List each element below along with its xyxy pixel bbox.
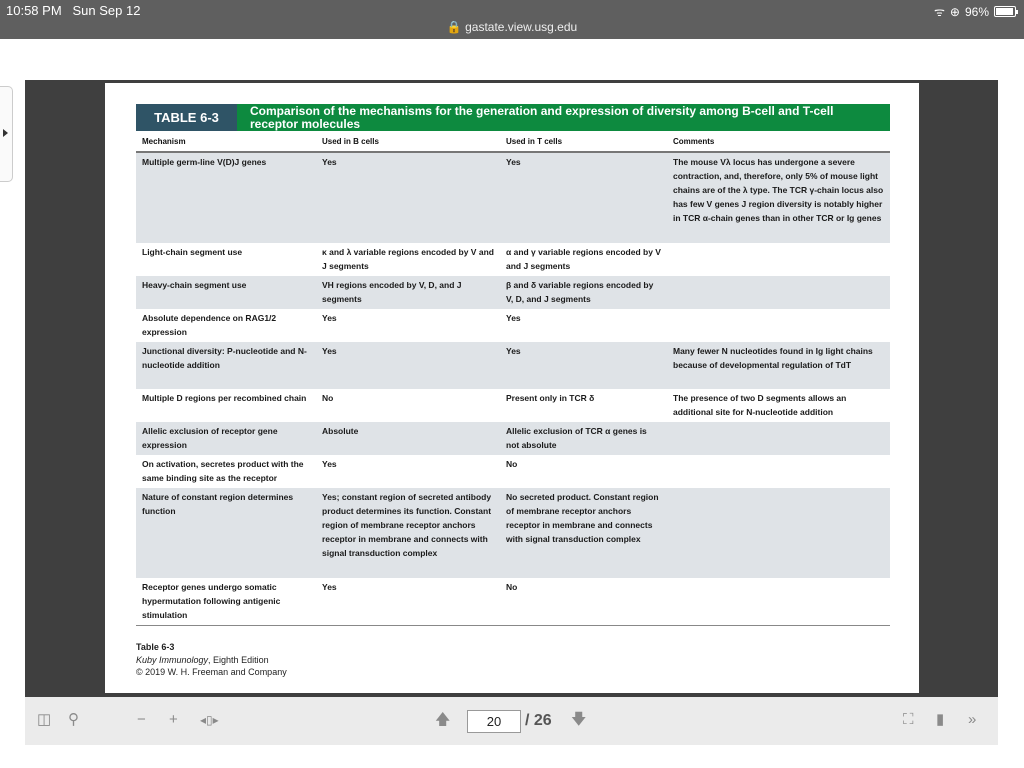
zoom-out-icon[interactable]: − bbox=[137, 711, 146, 728]
sidebar-toggle-icon[interactable]: ◫ bbox=[37, 711, 52, 728]
cell-comments bbox=[667, 455, 890, 488]
pdf-toolbar bbox=[25, 697, 998, 745]
rotation-lock-icon: ⊕ bbox=[949, 4, 960, 19]
more-tools-icon[interactable]: » bbox=[968, 711, 977, 728]
cell-comments bbox=[667, 488, 890, 578]
table-row bbox=[136, 309, 890, 342]
cell-b-cells: Absolute bbox=[316, 422, 500, 455]
cell-mechanism: Light-chain segment use bbox=[142, 247, 243, 257]
cell-comments bbox=[667, 243, 890, 276]
cell-t-cells: Yes bbox=[500, 342, 667, 389]
pdf-viewer bbox=[25, 80, 998, 697]
table-row bbox=[136, 488, 890, 578]
table-header-row bbox=[136, 131, 890, 152]
cell-t-cells: No bbox=[506, 582, 518, 592]
cell-mechanism: Multiple D regions per recombined chain bbox=[142, 393, 307, 403]
table-label: TABLE 6-3 bbox=[136, 104, 237, 131]
cell-comments: The mouse Vλ locus has undergone a severe contraction, and, therefore, only 5% of mouse light chains are of the λ type. The TCR γ-chain locus also has few V genes J region diversity is notably higher in TCR α-chain genes than in other TCR or Ig genes bbox=[667, 152, 890, 243]
table-row bbox=[136, 276, 890, 309]
previous-page-icon[interactable]: 🡅 bbox=[435, 711, 451, 728]
cell-mechanism: Junctional diversity: P-nucleotide and N-nucleotide addition bbox=[136, 342, 316, 389]
table-row bbox=[136, 389, 890, 422]
address-bar[interactable]: 🔒 gastate.view.usg.edu bbox=[446, 20, 578, 34]
cell-comments bbox=[667, 578, 890, 625]
column-header: Mechanism bbox=[136, 131, 316, 152]
column-header: Used in B cells bbox=[316, 131, 500, 152]
table-header-bar bbox=[136, 104, 890, 131]
cell-mechanism: Heavy-chain segment use bbox=[136, 276, 316, 309]
table-row bbox=[136, 455, 890, 488]
cell-comments: Many fewer N nucleotides found in Ig light chains because of developmental regulation of TdT bbox=[667, 342, 890, 389]
table-row bbox=[136, 578, 890, 625]
cell-b-cells: Yes bbox=[316, 342, 500, 389]
cell-t-cells: α and γ variable regions encoded by V and J segments bbox=[506, 247, 661, 271]
table-row bbox=[136, 243, 890, 276]
cell-t-cells: Yes bbox=[500, 152, 667, 243]
search-icon[interactable]: ⚲ bbox=[68, 711, 79, 728]
cell-mechanism: On activation, secretes product with the same binding site as the receptor bbox=[142, 459, 304, 483]
fullscreen-icon[interactable]: ⛶ bbox=[903, 711, 914, 728]
cell-comments bbox=[667, 422, 890, 455]
cell-mechanism: Receptor genes undergo somatic hypermutation following antigenic stimulation bbox=[142, 582, 281, 620]
zoom-in-icon[interactable]: + bbox=[169, 711, 178, 728]
cell-b-cells: Yes; constant region of secreted antibody product determines its function. Constant region of membrane receptor anchors receptor in membrane and connects with signal transduction complex bbox=[316, 488, 500, 578]
status-time: 10:58 PM Sun Sep 12 bbox=[6, 3, 141, 18]
page-number-input[interactable]: 20 bbox=[467, 710, 521, 733]
cell-b-cells: κ and λ variable regions encoded by V and J segments bbox=[322, 247, 494, 271]
cell-mechanism: Allelic exclusion of receptor gene expression bbox=[136, 422, 316, 455]
column-header: Used in T cells bbox=[500, 131, 667, 152]
cell-t-cells: No secreted product. Constant region of membrane receptor anchors receptor in membrane and connects with signal transduction complex bbox=[500, 488, 667, 578]
caption-title: Table 6-3 bbox=[136, 642, 175, 652]
cell-mechanism: Absolute dependence on RAG1/2 expression bbox=[142, 313, 277, 337]
cell-mechanism: Nature of constant region determines function bbox=[136, 488, 316, 578]
cell-t-cells: Present only in TCR δ bbox=[506, 393, 595, 403]
next-page-icon[interactable]: 🡇 bbox=[571, 711, 587, 728]
sidebar-toggle-tab[interactable] bbox=[0, 86, 13, 182]
caption-book: Kuby Immunology bbox=[136, 654, 209, 665]
caption-copyright: © 2019 W. H. Freeman and Company bbox=[136, 667, 287, 677]
table-row bbox=[136, 422, 890, 455]
cell-t-cells: No bbox=[506, 459, 518, 469]
cell-b-cells: Yes bbox=[322, 459, 337, 469]
cell-t-cells: β and δ variable regions encoded by V, D, and J segments bbox=[500, 276, 667, 309]
column-header: Comments bbox=[667, 131, 890, 152]
comparison-table bbox=[136, 131, 890, 626]
cell-b-cells: Yes bbox=[322, 582, 337, 592]
battery-icon bbox=[994, 6, 1016, 17]
cell-mechanism: Multiple germ-line V(D)J genes bbox=[136, 152, 316, 243]
table-title: Comparison of the mechanisms for the generation and expression of diversity among B-cell and T-cell receptor molecules bbox=[250, 104, 834, 131]
url-text: gastate.view.usg.edu bbox=[465, 20, 578, 34]
cell-comments bbox=[667, 276, 890, 309]
table-row bbox=[136, 152, 890, 243]
download-icon[interactable]: ▮ bbox=[936, 711, 945, 728]
fit-width-icon[interactable]: ◂▯▸ bbox=[200, 713, 219, 727]
cell-b-cells: Yes bbox=[316, 152, 500, 243]
cell-b-cells: Yes bbox=[322, 313, 337, 323]
cell-b-cells: VH regions encoded by V, D, and J segments bbox=[316, 276, 500, 309]
cell-t-cells: Yes bbox=[506, 313, 521, 323]
cell-t-cells: Allelic exclusion of TCR α genes is not absolute bbox=[500, 422, 667, 455]
table-caption bbox=[136, 641, 287, 679]
cell-b-cells: No bbox=[322, 393, 334, 403]
cell-comments bbox=[667, 309, 890, 342]
pdf-page bbox=[105, 83, 919, 693]
caption-edition: , Eighth Edition bbox=[208, 654, 269, 665]
status-bar bbox=[0, 0, 1024, 39]
status-indicators bbox=[934, 3, 1016, 20]
page-total: / 26 bbox=[525, 712, 552, 729]
wifi-icon: ᯤ bbox=[933, 5, 945, 19]
cell-comments: The presence of two D segments allows an additional site for N-nucleotide addition bbox=[673, 393, 847, 417]
table-row bbox=[136, 342, 890, 389]
battery-percent: 96% bbox=[964, 4, 989, 19]
